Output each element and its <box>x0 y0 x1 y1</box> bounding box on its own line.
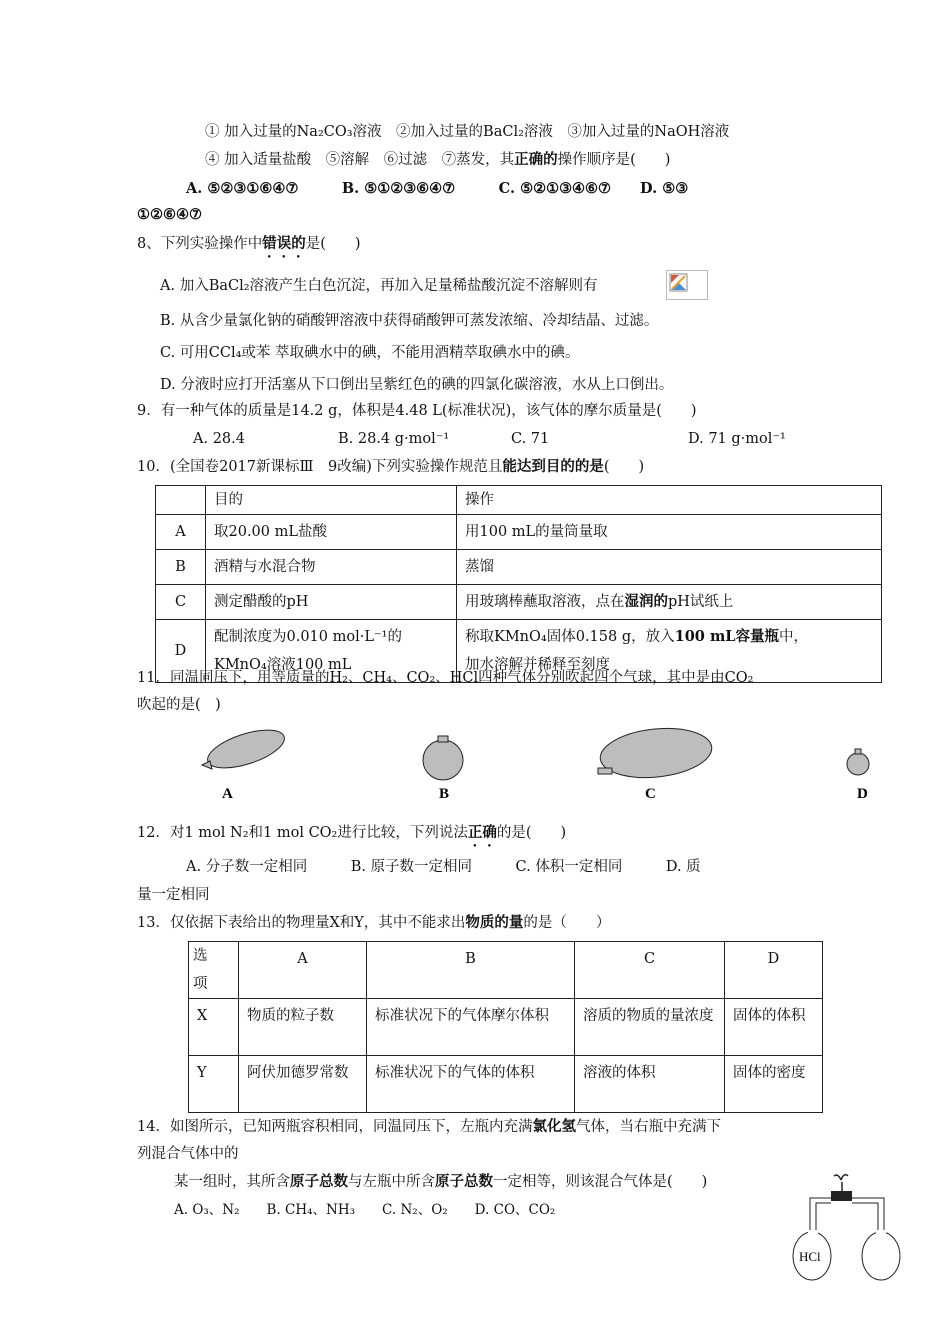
table-cell: B <box>156 550 206 585</box>
broken-image-icon <box>666 270 708 300</box>
table-header-cell: A <box>239 942 367 999</box>
cell-text: 用玻璃棒蘸取溶液，点在 <box>465 594 625 610</box>
q9-option-d: D. 71 g·mol⁻¹ <box>688 431 786 447</box>
table-header-row <box>156 486 882 515</box>
cell-text: 称取KMnO₄固体0.158 g，放入 <box>465 629 675 645</box>
q13-stem-text: 13．仅依据下表给出的物理量X和Y，其中不能求出 <box>137 915 466 931</box>
q7-line2-end: 操作顺序是( ) <box>557 152 671 168</box>
balloon-d <box>847 749 869 775</box>
q14-text: 气体，当右瓶中充满下 <box>575 1119 721 1135</box>
balloon-c <box>598 725 714 783</box>
q7-emphasis: 正确的 <box>514 151 558 168</box>
table-cell: 取20.00 mL盐酸 <box>206 515 457 550</box>
balloon-label-a: A <box>222 786 233 802</box>
balloon-label-d: D <box>857 786 868 802</box>
q11-line1: 11．同温同压下，用等质量的H₂、CH₄、CO₂、HCl四种气体分别吹起四个气球，其中是由CO₂ <box>137 670 754 686</box>
q10-stem <box>137 457 644 477</box>
right-flask <box>862 1232 900 1280</box>
table-row <box>156 550 882 585</box>
q7-line1: ① 加入过量的Na₂CO₃溶液 ②加入过量的BaCl₂溶液 ③加入过量的NaOH溶液 <box>205 124 730 140</box>
table-cell: X <box>189 999 239 1056</box>
table-row <box>189 999 823 1056</box>
q12-emphasis: 正确 <box>467 824 497 841</box>
balloon-a <box>202 725 289 776</box>
table-header-cell: 目的 <box>206 486 457 515</box>
balloons-figure <box>190 725 910 805</box>
q14-options: A. O₃、N₂ B. CH₄、NH₃ C. N₂、O₂ D. CO、CO₂ <box>174 1202 556 1218</box>
q8-emphasis: 错误的 <box>262 235 306 252</box>
cell-line: 加水溶解并稀释至刻度 <box>465 657 610 673</box>
q7-options-wrap: ①②⑥④⑦ <box>137 206 202 223</box>
table-cell: 物质的粒子数 <box>239 999 367 1056</box>
q9-option-c: C. 71 <box>511 431 550 447</box>
q7-line2-text: ④ 加入适量盐酸 ⑤溶解 ⑥过滤 ⑦蒸发，其 <box>205 152 515 168</box>
q14-line1 <box>137 1117 721 1137</box>
table-cell: 标准状况下的气体摩尔体积 <box>367 999 575 1056</box>
q13-stem <box>137 913 610 933</box>
table-cell: 标准状况下的气体的体积 <box>367 1056 575 1113</box>
q7-line2 <box>205 150 670 170</box>
table-row <box>189 1056 823 1113</box>
table-cell: Y <box>189 1056 239 1113</box>
table-header-cell <box>156 486 206 515</box>
table-header-cell: 操作 <box>457 486 882 515</box>
balloon-b <box>423 736 463 780</box>
q14-line2: 列混合气体中的 <box>137 1146 239 1162</box>
cell-line: 配制浓度为0.010 mol·L⁻¹的 <box>214 629 402 645</box>
q14-emphasis: 原子总数 <box>435 1173 493 1190</box>
q12-stem-end: 的是( ) <box>496 825 567 841</box>
cell-text: pH试纸上 <box>668 594 734 610</box>
table-cell <box>457 585 882 620</box>
table-cell: 固体的体积 <box>725 999 823 1056</box>
cell-line: KMnO₄溶液100 mL <box>214 657 352 673</box>
q10-stem-text: 10．(全国卷2017新课标Ⅲ 9改编)下列实验操作规范且 <box>137 459 503 475</box>
q11-line2: 吹起的是( ) <box>137 697 221 713</box>
table-row <box>156 515 882 550</box>
table-cell: 用100 mL的量筒量取 <box>457 515 882 550</box>
q12-stem <box>137 823 566 850</box>
q13-emphasis: 物质的量 <box>465 914 524 931</box>
q10-emphasis: 能达到目的的是 <box>502 458 604 475</box>
cell-emphasis: 100 mL容量瓶 <box>674 628 779 645</box>
header-text: 选项 <box>193 948 208 992</box>
q14-text: 一定相等，则该混合气体是( ) <box>493 1174 708 1190</box>
q9-option-a: A. 28.4 <box>193 431 245 447</box>
q12-options-wrap: 量一定相同 <box>137 887 210 903</box>
q12-options: A. 分子数一定相同 B. 原子数一定相同 C. 体积一定相同 D. 质 <box>186 859 701 875</box>
cell-emphasis: 湿润的 <box>624 593 668 610</box>
q8-option-d: D. 分液时应打开活塞从下口倒出呈紫红色的碘的四氯化碳溶液，水从上口倒出。 <box>160 377 674 393</box>
q9-option-b: B. 28.4 g·mol⁻¹ <box>338 431 450 447</box>
table-cell: 溶质的物质的量浓度 <box>575 999 725 1056</box>
cell-text: 中， <box>778 629 808 645</box>
q14-line3 <box>174 1172 707 1192</box>
q13-table <box>188 941 823 1113</box>
balloon-label-c: C <box>645 786 656 802</box>
q13-stem-end: 的是（ ） <box>523 915 611 931</box>
table-cell: D <box>156 620 206 683</box>
table-header-cell <box>189 942 239 999</box>
table-cell: 蒸馏 <box>457 550 882 585</box>
table-header-cell: C <box>575 942 725 999</box>
table-cell: 溶液的体积 <box>575 1056 725 1113</box>
q8-stem-end: 是( ) <box>305 236 361 252</box>
table-cell: A <box>156 515 206 550</box>
q8-option-c: C. 可用CCl₄或苯 萃取碘水中的碘，不能用酒精萃取碘水中的碘。 <box>160 345 580 361</box>
q14-emphasis: 氯化氢 <box>532 1118 576 1135</box>
q7-options: A. ⑤②③①⑥④⑦ B. ⑤①②③⑥④⑦ C. ⑤②①③④⑥⑦ D. ⑤③ <box>186 180 689 197</box>
q8-stem <box>137 234 361 261</box>
table-cell: 固体的密度 <box>725 1056 823 1113</box>
table-header-row <box>189 942 823 999</box>
table-header-cell: D <box>725 942 823 999</box>
q14-text: 某一组时，其所含 <box>174 1174 290 1190</box>
q14-text: 14．如图所示，已知两瓶容积相同，同温同压下，左瓶内充满 <box>137 1119 533 1135</box>
q9-stem: 9．有一种气体的质量是14.2 g，体积是4.48 L(标准状况)，该气体的摩尔质量是( ) <box>137 403 697 419</box>
table-cell: 酒精与水混合物 <box>206 550 457 585</box>
q10-table <box>155 485 882 683</box>
q12-stem-text: 12．对1 mol N₂和1 mol CO₂进行比较，下列说法 <box>137 825 468 841</box>
q14-text: 与左瓶中所含 <box>348 1174 435 1190</box>
q14-emphasis: 原子总数 <box>290 1173 348 1190</box>
flask-label: HCl <box>799 1249 821 1264</box>
balloon-label-b: B <box>439 786 450 802</box>
table-header-cell: B <box>367 942 575 999</box>
table-cell: 测定醋酸的pH <box>206 585 457 620</box>
q8-option-b: B. 从含少量氯化钠的硝酸钾溶液中获得硝酸钾可蒸发浓缩、冷却结晶、过滤。 <box>160 313 659 329</box>
q10-stem-end: ( ) <box>603 459 645 475</box>
valve-icon <box>831 1191 852 1201</box>
table-cell: C <box>156 585 206 620</box>
table-cell: 阿伏加德罗常数 <box>239 1056 367 1113</box>
q8-option-a: A. 加入BaCl₂溶液产生白色沉淀，再加入足量稀盐酸沉淀不溶解则有 <box>160 278 598 294</box>
flasks-figure <box>786 1170 926 1285</box>
cell-line <box>465 623 873 651</box>
table-row <box>156 585 882 620</box>
q8-stem-text: 8、下列实验操作中 <box>137 236 263 252</box>
